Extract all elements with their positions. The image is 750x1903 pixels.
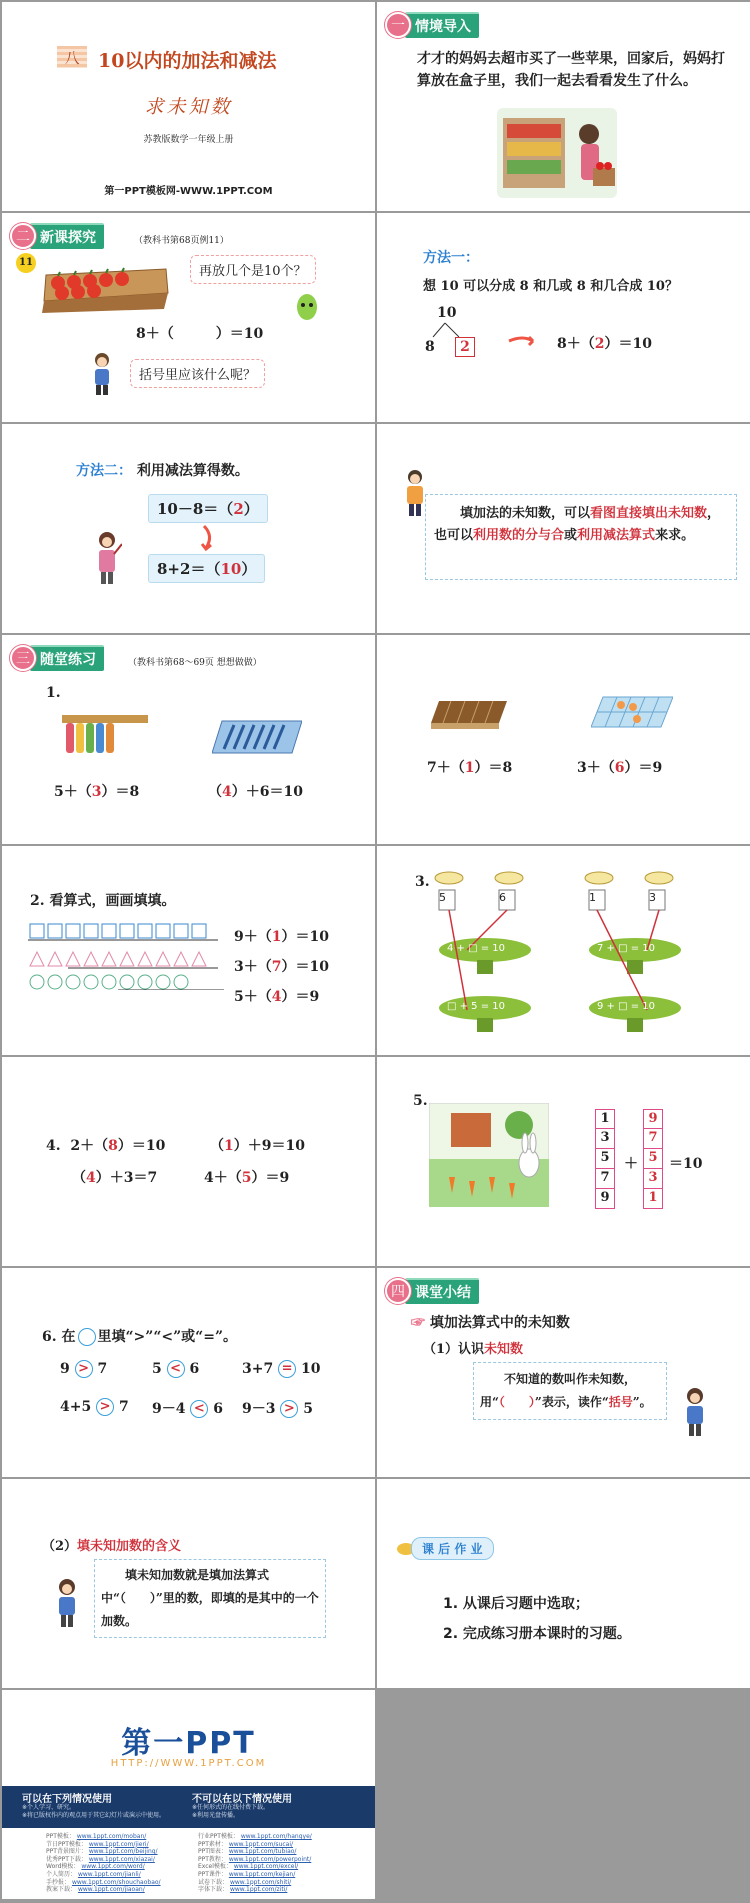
link-row[interactable]: 行业PPT模板： www.1ppt.com/hangye/ [198,1833,312,1840]
equation-row: 9＋（1）＝10 [234,929,329,945]
row-2b: 4＋（5）＝9 [204,1170,290,1186]
number-cell: 3 [643,1169,663,1189]
equation: 8＋（2）＝10 [557,336,652,352]
split-answer: 2 [455,337,475,357]
homework-list [443,1589,631,1649]
cannot-title: 不可以在以下情况使用 [192,1794,292,1805]
link-row[interactable]: PPT素材： www.1ppt.com/sucai/ [198,1840,294,1848]
number-column-1 [595,1109,615,1209]
summary-sub: （1）认识未知数 [423,1342,524,1357]
flag-number: 3 [649,891,656,904]
number-cell: 1 [643,1189,663,1209]
slide-credits [2,1690,375,1899]
number-cell: 3 [595,1129,615,1149]
number-cell: 1 [595,1109,615,1129]
intro-text: 才才的妈妈去超市买了一些苹果，回家后，妈妈打算放在盒子里，我们一起去看看发生了什么。 [417,51,725,89]
circle-icon [78,1328,96,1346]
bowl-equation: □ + 5 = 10 [447,1001,506,1012]
compare-item: 9 > 7 [60,1361,108,1377]
link-row[interactable]: 手抄报： www.1ppt.com/shouchaobao/ [46,1878,161,1886]
slide-explore [2,213,375,422]
link-row[interactable]: PPT教程： www.1ppt.com/powerpoint/ [198,1855,312,1863]
number-cell: 7 [643,1129,663,1149]
link-row[interactable]: PPT模板： www.1ppt.com/moban/ [46,1833,147,1840]
textbook-ref: （教科书第68页例11） [134,236,229,246]
slide-exercise-4 [2,1057,375,1266]
method-question: 想 10 可以分成 8 和几或 8 和几合成 10？ [423,279,678,294]
section-tag: 一 情境导入 [385,12,479,38]
link-row[interactable]: PPT图表： www.1ppt.com/tubiao/ [198,1848,297,1856]
result: ＝10 [669,1156,703,1172]
slide-intro [377,2,750,211]
equation-list [234,922,329,1012]
slide-summary-2 [2,1479,375,1688]
equation-1: 7＋（1）＝8 [427,760,513,776]
compare-item: 9－3 > 5 [242,1401,313,1417]
site-name: 第一PPT模板网-WWW.1PPT.COM [104,186,273,197]
link-row[interactable]: PPT背景图片： www.1ppt.com/beijing/ [46,1848,158,1856]
rabbit-carrots-illustration [429,1103,549,1207]
supermarket-illustration [497,108,617,198]
meaning-box: 填未知加数就是填加法算式中“（ ）”里的数，即填的是其中的一个加数。 [94,1559,326,1638]
flag-number: 1 [589,891,596,904]
book-name: 苏教版数学一年级上册 [143,135,234,145]
method-row: 方法二： 利用减法算得数。 [76,463,249,479]
number-cell: 9 [643,1109,663,1129]
mascot-icon [292,291,322,323]
down-arrow-icon [198,524,218,552]
slide-practice-1 [2,635,375,844]
slide-compare [2,1268,375,1477]
number-cell: 9 [595,1189,615,1209]
link-row[interactable]: Word模板： www.1ppt.com/word/ [46,1863,145,1871]
slide-method-summary [377,424,750,633]
slide-homework [377,1479,750,1688]
slide-exercise-5 [377,1057,750,1266]
bowl-equation: 7 + □ = 10 [597,943,656,954]
compare-item: 4+5 > 7 [60,1399,129,1415]
link-row[interactable]: 教案下载： www.1ppt.com/jiaoan/ [46,1886,145,1894]
exercise-title: 2. 看算式，画画填填。 [30,893,176,909]
link-row[interactable]: 个人简历： www.1ppt.com/jianli/ [46,1870,141,1878]
homework-item: 2. 完成练习册本课时的习题。 [443,1626,631,1642]
logo-url: HTTP://WWW.1PPT.COM [110,1758,267,1769]
equation-2: （4）＋6＝10 [208,784,303,800]
flag-number: 6 [499,891,506,904]
slide-method-one [377,213,750,422]
license-banner [2,1786,375,1828]
equation-row: 5＋（4）＝9 [234,989,320,1005]
split-left: 8 [425,339,435,355]
can-title: 可以在下列情况使用 [22,1794,112,1805]
equation-row: 3＋（7）＝10 [234,959,329,975]
girl-icon [52,1577,82,1629]
apple-box-illustration [36,261,171,313]
logo: 第一PPT [121,1726,256,1761]
row-1: 4. 2＋（8）＝10 [46,1138,166,1154]
link-row[interactable]: 节日PPT模板： www.1ppt.com/jieri/ [46,1840,149,1848]
equation-1: 5＋（3）＝8 [54,784,140,800]
item-number: 1. [46,685,61,701]
subtraction-box: 10－8＝（2） [148,494,268,523]
item-number: 3. [415,874,430,890]
split-top: 10 [437,305,457,321]
plus-sign: ＋ [624,1156,638,1172]
girl-icon [681,1386,709,1438]
summary-sub: （2）填未知加数的含义 [42,1539,182,1554]
slide-method-two [2,424,375,633]
section-tag: 三 随堂练习 [10,645,104,671]
number-cell: 5 [595,1149,615,1169]
summary-box: 填加法的未知数，可以看图直接填出未知数，也可以利用数的分与合或利用减法算式来求。 [425,494,737,580]
row-2a: （4）＋3＝7 [72,1170,158,1186]
homework-item: 1. 从课后习题中选取； [443,1596,589,1612]
can-list: ※个人学习、研究。 ※将已版权作内的观点用于其它幻灯片或演示中使用。 [22,1804,166,1819]
cannot-list: ※任何形式的在线付费下载。 ※利用光盘传播。 [192,1804,270,1819]
compare-item: 5 < 6 [152,1361,200,1377]
hand-icon: ☞ [411,1315,425,1331]
compare-item: 9－4 < 6 [152,1401,223,1417]
compare-item: 3+7 = 10 [242,1361,321,1377]
link-row[interactable]: 优秀PPT下载： www.1ppt.com/xiazai/ [46,1855,155,1863]
number-cell: 7 [595,1169,615,1189]
question-bubble: 再放几个是10个？ [190,255,316,284]
links-left [46,1833,161,1894]
equation-2: 3＋（6）＝9 [577,760,663,776]
links-right [198,1833,312,1894]
method-label: 方法一： [423,250,479,266]
link-row[interactable]: 试卷下载： www.1ppt.com/shiti/ [198,1878,292,1886]
slide-summary [377,1268,750,1477]
homework-tag: 课 后 作 业 [397,1537,494,1560]
chapter-badge: 八 [57,46,87,68]
row-1b: （1）＋9＝10 [210,1138,305,1154]
lesson-title: 求未知数 [144,96,233,118]
egg-tray-illustration [591,695,673,729]
slide-draw-fill [2,846,375,1055]
example-badge: 11 [16,253,36,273]
addition-box: 8+2＝（10） [148,554,265,583]
number-cell: 5 [643,1149,663,1169]
bowl-equation: 4 + □ = 10 [447,943,506,954]
compare-question: 6. 在 里填“>”“<”或“=”。 [42,1329,238,1345]
chapter-title: 10以内的加法和减法 [98,50,277,72]
flag-number: 5 [439,891,446,904]
slide-practice-2 [377,635,750,844]
question-bubble-2: 括号里应该什么呢？ [130,359,265,388]
hanging-bottles-illustration [62,711,148,761]
boy-icon [88,351,116,395]
summary-heading: ☞ 填加法算式中的未知数 [411,1315,570,1331]
number-column-2 [643,1109,663,1209]
section-tag: 二 新课探究 [10,223,104,249]
slide-title [2,2,375,211]
textbook-ref: （教科书第68～69页 想想做做） [128,658,262,668]
slide-bowls [377,846,750,1055]
definition-box: 不知道的数叫作未知数，用“（ ）”表示，读作“括号”。 [473,1362,667,1420]
item-number: 5. [413,1093,428,1109]
link-row[interactable]: PPT课件： www.1ppt.com/kejian/ [198,1870,296,1878]
pencils-illustration [212,717,302,757]
chocolate-box-illustration [431,699,507,729]
arrow-icon [507,333,539,349]
section-tag: 四 课堂小结 [385,1278,479,1304]
link-row[interactable]: 字体下载： www.1ppt.com/ziti/ [198,1886,288,1894]
bowl-equation: 9 + □ = 10 [597,1001,656,1012]
teacher-icon [92,530,122,586]
equation: 8＋（ ）＝10 [136,326,264,342]
shapes-drawing [28,922,224,990]
link-row[interactable]: Excel模板： www.1ppt.com/excel/ [198,1863,299,1871]
